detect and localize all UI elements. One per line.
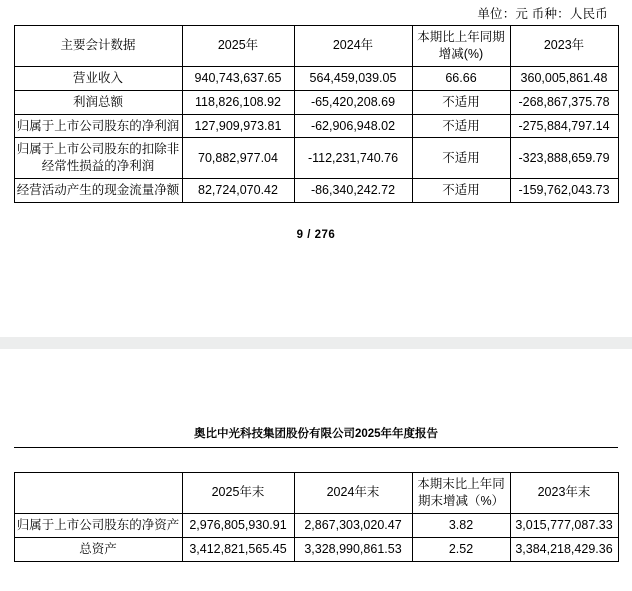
col-header-change: 本期比上年同期增减(%) bbox=[412, 26, 510, 67]
cell-2025: 70,882,977.04 bbox=[182, 138, 294, 179]
row-label: 经营活动产生的现金流量净额 bbox=[14, 179, 182, 203]
row-label: 总资产 bbox=[14, 537, 182, 561]
cell-change: 3.82 bbox=[412, 513, 510, 537]
table-row bbox=[14, 179, 618, 203]
cell-2023-end: 3,384,218,429.36 bbox=[510, 537, 618, 561]
table-row bbox=[14, 66, 618, 90]
table-header-row bbox=[14, 26, 618, 67]
cell-2023: -268,867,375.78 bbox=[510, 90, 618, 114]
col-header-item: 主要会计数据 bbox=[14, 26, 182, 67]
cell-2023: 360,005,861.48 bbox=[510, 66, 618, 90]
cell-2024: -112,231,740.76 bbox=[294, 138, 412, 179]
row-label: 营业收入 bbox=[14, 66, 182, 90]
table-row bbox=[14, 537, 618, 561]
table-row bbox=[14, 513, 618, 537]
cell-2023: -275,884,797.14 bbox=[510, 114, 618, 138]
page-number: 9 / 276 bbox=[296, 229, 336, 241]
row-label: 归属于上市公司股东的净利润 bbox=[14, 114, 182, 138]
cell-2025-end: 3,412,821,565.45 bbox=[182, 537, 294, 561]
row-label: 归属于上市公司股东的净资产 bbox=[14, 513, 182, 537]
table-row bbox=[14, 90, 618, 114]
col-header-2024: 2024年 bbox=[294, 26, 412, 67]
table-row bbox=[14, 114, 618, 138]
cell-2025: 82,724,070.42 bbox=[182, 179, 294, 203]
cell-2025: 940,743,637.65 bbox=[182, 66, 294, 90]
cell-2024-end: 3,328,990,861.53 bbox=[294, 537, 412, 561]
cell-2024-end: 2,867,303,020.47 bbox=[294, 513, 412, 537]
col-header-2023-end: 2023年末 bbox=[510, 473, 618, 514]
net-asset-table bbox=[14, 472, 619, 562]
row-label: 归属于上市公司股东的扣除非经常性损益的净利润 bbox=[14, 138, 182, 179]
table-row bbox=[14, 138, 618, 179]
col-header-2025-end: 2025年末 bbox=[182, 473, 294, 514]
cell-2024: -65,420,208.69 bbox=[294, 90, 412, 114]
cell-2024: -86,340,242.72 bbox=[294, 179, 412, 203]
cell-2023-end: 3,015,777,087.33 bbox=[510, 513, 618, 537]
page-separator bbox=[0, 337, 632, 349]
cell-change: 不适用 bbox=[412, 179, 510, 203]
col-header-2024-end: 2024年末 bbox=[294, 473, 412, 514]
cell-2024: -62,906,948.02 bbox=[294, 114, 412, 138]
cell-change: 不适用 bbox=[412, 114, 510, 138]
cell-2025: 118,826,108.92 bbox=[182, 90, 294, 114]
cell-change: 不适用 bbox=[412, 90, 510, 114]
col-header-2025: 2025年 bbox=[182, 26, 294, 67]
cell-change: 不适用 bbox=[412, 138, 510, 179]
table-header-row bbox=[14, 473, 618, 514]
row-label: 利润总额 bbox=[14, 90, 182, 114]
col-header-2023: 2023年 bbox=[510, 26, 618, 67]
cell-2023: -159,762,043.73 bbox=[510, 179, 618, 203]
col-header-change: 本期末比上年同期末增减（%） bbox=[412, 473, 510, 514]
cell-2025-end: 2,976,805,930.91 bbox=[182, 513, 294, 537]
cell-2023: -323,888,659.79 bbox=[510, 138, 618, 179]
main-accounting-data-table bbox=[14, 25, 619, 203]
cell-change: 2.52 bbox=[412, 537, 510, 561]
col-header-item bbox=[14, 473, 182, 514]
unit-note: 单位：元 币种：人民币 bbox=[477, 7, 608, 21]
cell-2025: 127,909,973.81 bbox=[182, 114, 294, 138]
cell-2024: 564,459,039.05 bbox=[294, 66, 412, 90]
page-2-section bbox=[0, 349, 632, 591]
document-running-header: 奥比中光科技集团股份有限公司2025年年度报告 bbox=[14, 425, 618, 448]
cell-change: 66.66 bbox=[412, 66, 510, 90]
